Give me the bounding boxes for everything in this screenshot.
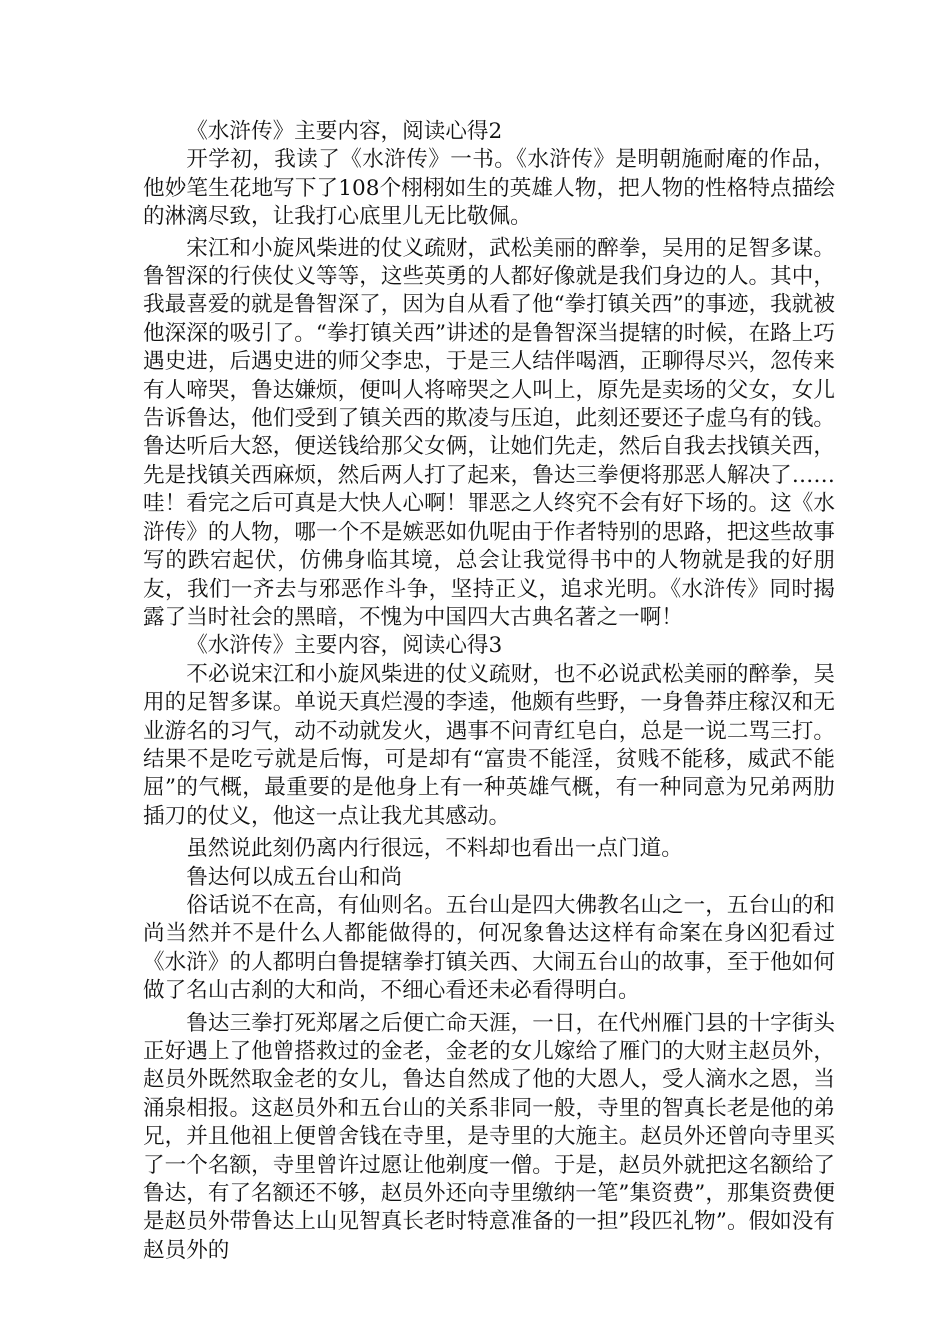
paragraph: 宋江和小旋风柴进的仗义疏财，武松美丽的醉拳，吴用的足智多谋。鲁智深的行侠仗义等等，这些英勇的人都好像就是我们身边的人。其中，我最喜爱的就是鲁智深了，因为自从看了他“拳打镇关西”的事迹，我就被他深深的吸引了。“拳打镇关西”讲述的是鲁智深当提辖的时候，在路上巧遇史进，后遇史进的师父李忠，于是三人结伴喝酒，正聊得尽兴，忽传来有人啼哭，鲁达嫌烦，便叫人将啼哭之人叫上，原先是卖场的父女，女儿告诉鲁达，他们受到了镇关西的欺凌与压迫，此刻还要还子虚乌有的钱。鲁达听后大怒，便送钱给那父女俩，让她们先走，然后自我去找镇关西，先是找镇关西麻烦，然后两人打了起来，鲁达三拳便将那恶人解决了……哇！看完之后可真是大快人心啊！罪恶之人终究不会有好下场的。这《水浒传》的人物，哪一个不是嫉恶如仇呢由于作者特别的思路，把这些故事写的跌宕起伏，仿佛身临其境，总会让我觉得书中的人物就是我的好朋友，我们一齐去与邪恶作斗争，坚持正义，追求光明。《水浒传》同时揭露了当时社会的黑暗，不愧为中国四大古典名著之一啊！ bbox=[143, 235, 835, 630]
paragraph: 虽然说此刻仍离内行很远，不料却也看出一点门道。 bbox=[186, 836, 683, 862]
document-page bbox=[143, 118, 835, 1265]
section-heading-2: 《水浒传》主要内容，阅读心得2 bbox=[186, 119, 503, 144]
paragraph: 俗话说不在高，有仙则名。五台山是四大佛教名山之一，五台山的和尚当然并不是什么人都能做得的，何况象鲁达这样有命案在身凶犯看过《水浒》的人都明白鲁提辖拳打镇关西、大闹五台山的故事，至于他如何做了名山古刹的大和尚，不细心看还未必看得明白。 bbox=[143, 892, 835, 1004]
paragraph: 鲁达三拳打死郑屠之后便亡命天涯，一日，在代州雁门县的十字街头正好遇上了他曾搭救过的金老，金老的女儿嫁给了雁门的大财主赵员外，赵员外既然取金老的女儿，鲁达自然成了他的大恩人，受人滴水之恩，当涌泉相报。这赵员外和五台山的关系非同一般，寺里的智真长老是他的弟兄，并且他祖上便曾舍钱在寺里，是寺里的大施主。赵员外还曾向寺里买了一个名额，寺里曾许过愿让他剃度一僧。于是，赵员外就把这名额给了鲁达，有了名额还不够，赵员外还向寺里缴纳一笔”集资费”，那集资费便是赵员外带鲁达上山见智真长老时特意准备的一担”段匹礼物”。假如没有赵员外的 bbox=[143, 1010, 835, 1263]
paragraph: 不必说宋江和小旋风柴进的仗义疏财，也不必说武松美丽的醉拳，吴用的足智多谋。单说天真烂漫的李逵，他颇有些野，一身鲁莽庄稼汉和无业游名的习气，动不动就发火，遇事不问青红皂白，总是一说二骂三打。结果不是吃亏就是后悔，可是却有“富贵不能淫，贫贱不能移，威武不能屈”的气概，最重要的是他身上有一种英雄气概，有一种同意为兄弟两肋插刀的仗义，他这一点让我尤其感动。 bbox=[143, 661, 835, 829]
section-heading-3: 《水浒传》主要内容，阅读心得3 bbox=[186, 633, 503, 659]
paragraph: 开学初，我读了《水浒传》一书。《水浒传》是明朝施耐庵的作品，他妙笔生花地写下了108个栩栩如生的英雄人物，把人物的性格特点描绘的淋漓尽致，让我打心底里儿无比敬佩。 bbox=[143, 147, 835, 230]
subheading: 鲁达何以成五台山和尚 bbox=[186, 864, 403, 890]
